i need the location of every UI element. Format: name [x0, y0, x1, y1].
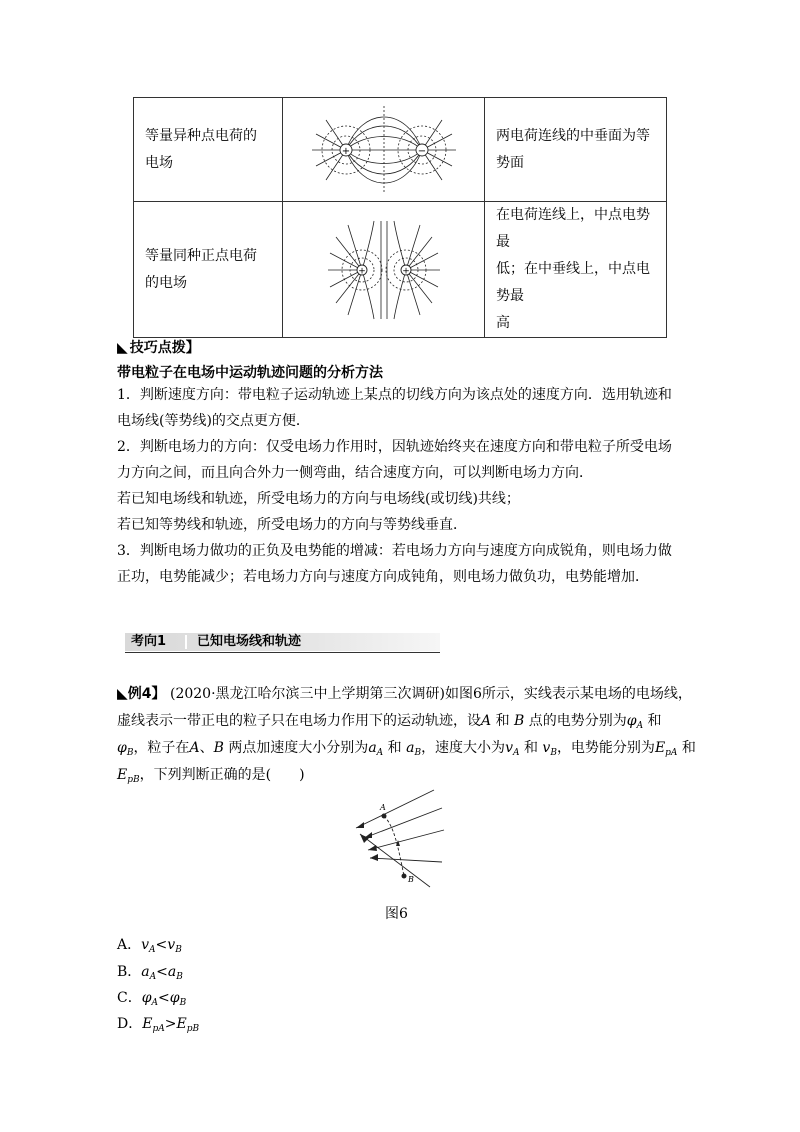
- field-description-line: 低；在中垂线上，中点电势最: [496, 261, 650, 304]
- tips-heading: [117, 337, 200, 357]
- opposite-charges-field-figure: [304, 104, 464, 196]
- table-cell-name: [134, 202, 283, 338]
- point-b-label: B: [408, 875, 414, 884]
- field-description-line: 两电荷连线的中垂面为等势面: [496, 127, 650, 171]
- field-name-line: 等量同种正点电荷: [145, 247, 257, 264]
- right-bracket-icon: 】: [185, 340, 200, 356]
- tips-subheading: 带电粒子在电场中运动轨迹问题的分析方法: [117, 365, 383, 381]
- figure-6-field-lines: [350, 786, 450, 892]
- tips-line: 力方向之间，而且向合外力一侧弯曲，结合速度方向，可以判断电场力方向．: [117, 465, 593, 481]
- tips-line: 若已知电场线和轨迹，所受电场力的方向与电场线(或切线)共线；: [117, 491, 520, 507]
- section-header: [125, 633, 440, 653]
- example-line: 虚线表示一带正电的粒子只在电场力作用下的运动轨迹，设A 和 B 点的电势分别为$\varphi_A$ 和: [117, 713, 662, 731]
- corner-bracket-icon: ◣: [117, 686, 128, 702]
- tips-line: 电场线(等势线)的交点更方便．: [117, 413, 310, 429]
- tips-line: 3．判断电场力做功的正负及电势能的增减：若电场力方向与速度方向成锐角，则电场力做: [117, 543, 672, 559]
- example-line: ◣例4】 (2020·黑龙江哈尔滨三中上学期第三次调研)如图6所示，实线表示某电场的电场线，: [117, 686, 692, 702]
- corner-bracket-icon: ◣: [117, 340, 128, 356]
- plus-sign: +: [357, 266, 366, 276]
- tips-heading-text: 技巧点拨: [129, 340, 186, 356]
- field-name-line: 的电场: [145, 274, 187, 291]
- field-name-line: 等量异种点电荷的: [145, 127, 257, 144]
- figure-caption: 图6: [385, 906, 408, 922]
- right-bracket-icon: 】: [151, 686, 166, 702]
- table-cell-description: [485, 98, 667, 202]
- option-a[interactable]: A．$v_A<v_B$: [117, 937, 182, 955]
- table-cell-figure: [283, 202, 485, 338]
- option-b[interactable]: B．$a_A<a_B$: [117, 964, 183, 982]
- table-cell-figure: [283, 98, 485, 202]
- table-cell-name: [134, 98, 283, 202]
- example-line: $E_{pB}$，下列判断正确的是( ): [117, 767, 305, 785]
- field-description-line: 高: [496, 315, 510, 331]
- table-row: [134, 202, 667, 338]
- option-c[interactable]: C．$\varphi_A<\varphi_B$: [117, 990, 187, 1008]
- table-cell-description: [485, 202, 667, 338]
- tips-line: 若已知等势线和轨迹，所受电场力的方向与等势线垂直．: [117, 517, 467, 533]
- field-comparison-table: [133, 97, 667, 338]
- tips-line: 2．判断电场力的方向：仅受电场力作用时，因轨迹始终夹在速度方向和带电粒子所受电场: [117, 439, 672, 455]
- section-title: 已知电场线和轨迹: [197, 634, 302, 649]
- field-description-line: 在电荷连线上，中点电势最: [496, 207, 650, 250]
- example-label: ◣例4】: [117, 686, 166, 702]
- like-positive-charges-field-figure: [324, 219, 444, 321]
- point-a-label: A: [380, 803, 386, 812]
- section-tag: 考向1: [131, 634, 167, 649]
- tips-line: 正功，电势能减少；若电场力方向与速度方向成钝角，则电场力做负功，电势能增加．: [117, 569, 649, 585]
- plus-sign: +: [341, 145, 350, 157]
- option-d[interactable]: D．$E_{pA}>E_{pB}$: [117, 1016, 200, 1034]
- section-separator: [185, 635, 187, 649]
- example-line: $\varphi_B$，粒子在A、B 两点加速度大小分别为$a_A$ 和 $a_B$，速度大小为$v_A$ 和 $v_B$，电势能分别为$E_{pA}$ 和: [117, 740, 696, 758]
- field-name-line: 电场: [145, 154, 173, 171]
- tips-line: 1．判断速度方向：带电粒子运动轨迹上某点的切线方向为该点处的速度方向．选用轨迹和: [117, 387, 672, 403]
- table-row: [134, 98, 667, 202]
- section-header-underline: [125, 652, 440, 653]
- plus-sign: +: [401, 266, 410, 276]
- minus-sign: −: [417, 145, 426, 157]
